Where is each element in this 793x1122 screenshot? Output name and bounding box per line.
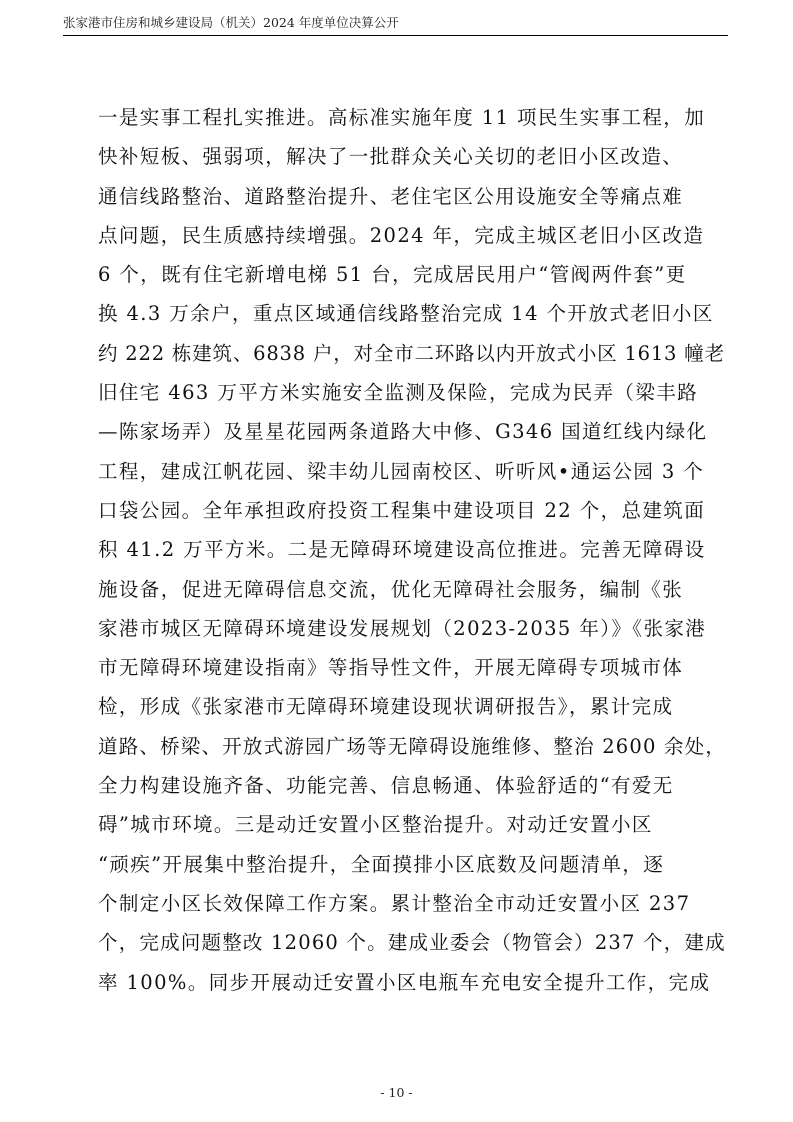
body-line: 点问题，民生质感持续增强。2024 年，完成主城区老旧小区改造 [98, 223, 705, 247]
body-text [98, 98, 728, 1002]
page-header: 张家港市住房和城乡建设局（机关）2024 年度单位决算公开 [63, 15, 399, 30]
body-line: 一是实事工程扎实推进。高标准实施年度 11 项民生实事工程，加 [98, 106, 706, 129]
body-line: —陈家场弄）及星星花园两条道路大中修、G346 国道红线内绿化 [98, 420, 708, 444]
body-line: 口袋公园。全年承担政府投资工程集中建设项目 22 个，总建筑面 [98, 498, 706, 522]
body-line: 检，形成《张家港市无障碍环境建设现状调研报告》，累计完成 [98, 695, 674, 719]
page-number: - 10 - [380, 1085, 413, 1100]
body-line: 率 100%。同步开展动迁安置小区电瓶车充电安全提升工作，完成 [98, 970, 711, 994]
body-line: 碍”城市环境。三是动迁安置小区整治提升。对动迁安置小区 [98, 813, 653, 837]
body-line: 通信线路整治、道路整治提升、老住宅区公用设施安全等痛点难 [98, 184, 684, 208]
body-line: 市无障碍环境建设指南》等指导性文件，开展无障碍专项城市体 [98, 656, 684, 680]
body-line: 积 41.2 万平方米。二是无障碍环境建设高位推进。完善无障碍设 [98, 538, 706, 562]
body-line: “顽疾”开展集中整治提升，全面摸排小区底数及问题清单，逐 [98, 852, 665, 876]
body-line: 旧住宅 463 万平方米实施安全监测及保险，完成为民弄（梁丰路 [98, 381, 699, 405]
body-line: 个，完成问题整改 12060 个。建成业委会（物管会）237 个，建成 [98, 931, 726, 955]
body-line: 全力构建设施齐备、功能完善、信息畅通、体验舒适的“有爱无 [98, 774, 674, 798]
body-line: 工程，建成江帆花园、梁丰幼儿园南校区、听听风•通运公园 3 个 [98, 459, 705, 483]
body-line: 快补短板、强弱项，解决了一批群众关心关切的老旧小区改造、 [98, 145, 684, 169]
body-line: 约 222 栋建筑、6838 户，对全市二环路以内开放式小区 1613 幢老 [98, 341, 725, 365]
body-line: 施设备，促进无障碍信息交流，优化无障碍社会服务，编制《张 [98, 577, 684, 601]
body-line: 6 个，既有住宅新增电梯 51 台，完成居民用户“管阀两件套”更 [98, 263, 687, 287]
body-line: 家港市城区无障碍环境建设发展规划（2023-2035 年）》《张家港 [98, 616, 707, 640]
header-rule [63, 35, 728, 36]
body-line: 个制定小区长效保障工作方案。累计整治全市动迁安置小区 237 [98, 891, 691, 915]
body-line: 道路、桥梁、开放式游园广场等无障碍设施维修、整治 2600 余处， [98, 734, 727, 758]
body-line: 换 4.3 万余户，重点区域通信线路整治完成 14 个开放式老旧小区 [98, 302, 714, 326]
